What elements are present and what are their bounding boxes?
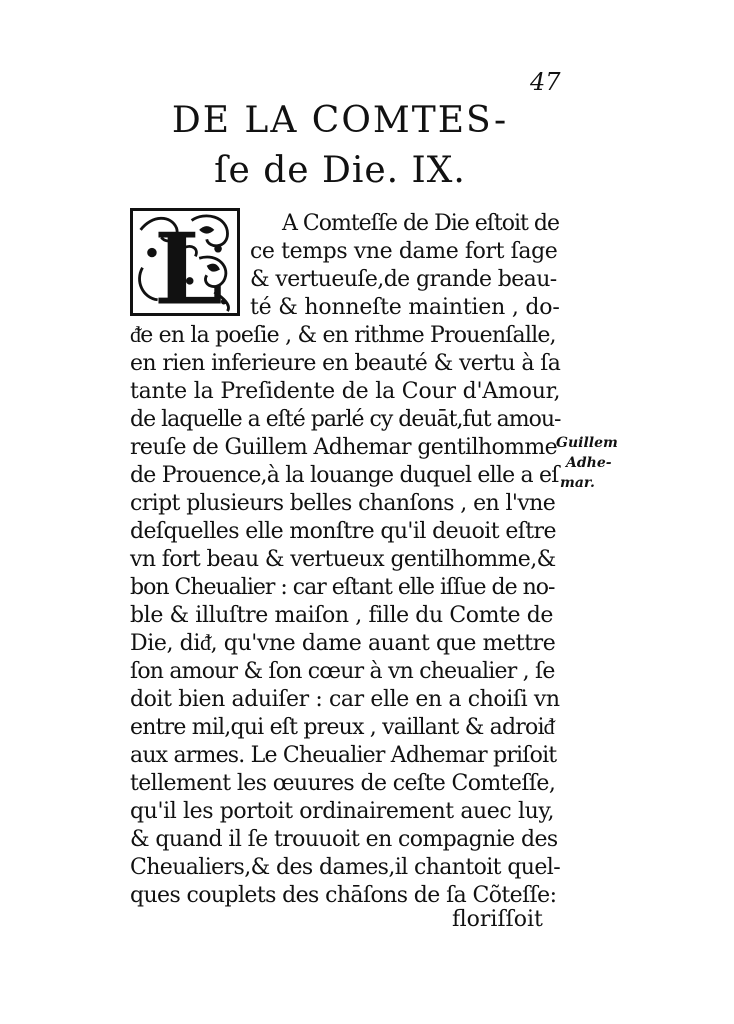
body-line: de Prouence,à la louange duquel elle a eſ [130, 463, 559, 488]
body-line: doit bien aduiſer : car elle en a choiſi vn [130, 687, 560, 712]
body-line: ce temps vne dame fort ſage [250, 239, 558, 264]
body-line: cript plusieurs belles chanſons , en l'vne [130, 491, 556, 516]
body-line: Cheualiers,& des dames,il chantoit quel- [130, 855, 561, 880]
body-line: qu'il les portoit ordinairement auec luy, [130, 799, 555, 824]
chapter-title-line-2: ſe de Die. IX. [214, 150, 466, 191]
body-line: ble & illuſtre maiſon , fille du Comte de [130, 603, 554, 628]
body-line: tante la Preſidente de la Cour d'Amour, [130, 379, 561, 404]
ornamental-initial-icon [133, 211, 237, 313]
body-line: & quand il ſe trouuoit en compagnie des [130, 827, 558, 852]
body-line: deſquelles elle monſtre qu'il deuoit eſtre [130, 519, 556, 544]
body-line: bon Cheualier : car eſtant elle iſſue de no- [130, 575, 555, 600]
chapter-title-line-1: DE LA COMTES- [171, 100, 509, 141]
body-line: ſon amour & ſon cœur à vn cheualier , ſe [130, 659, 555, 684]
marginal-note-line: Guillem [556, 435, 618, 451]
body-line: en rien inferieure en beauté & vertu à ſa [130, 351, 561, 376]
page-number: 47 [530, 68, 561, 96]
body-line: aux armes. Le Cheualier Adhemar priſoit [130, 743, 557, 768]
body-line: tellement les œuures de ceſte Comteſſe, [130, 771, 556, 796]
body-line: de laquelle a eſté parlé cy deuāt,fut amou- [130, 407, 561, 432]
body-line: té & honneſte maintien , do- [250, 295, 560, 320]
body-line: Die, diᵭ, qu'vne dame auant que mettre [130, 631, 556, 656]
drop-cap-letter: L [153, 212, 223, 313]
chapter-title [150, 96, 530, 196]
marginal-note-line: Adhe- [566, 455, 612, 471]
catchword: floriſſoit [452, 907, 543, 932]
ornamental-drop-cap [130, 208, 240, 316]
marginal-note-line: mar. [560, 475, 595, 491]
body-line: ques couplets des chāſons de ſa Cõteſſe: [130, 883, 557, 908]
body-line: & vertueuſe,de grande beau- [250, 267, 557, 292]
body-line: ᵭe en la poeſie , & en rithme Prouenſalle, [130, 323, 556, 348]
body-line: reuſe de Guillem Adhemar gentilhomme [130, 435, 558, 460]
body-line: vn fort beau & vertueux gentilhomme,& [130, 547, 556, 572]
body-line: A Comteſſe de Die eſtoit de [282, 211, 559, 236]
body-line: entre mil,qui eſt preux , vaillant & adroiᵭ [130, 715, 554, 740]
